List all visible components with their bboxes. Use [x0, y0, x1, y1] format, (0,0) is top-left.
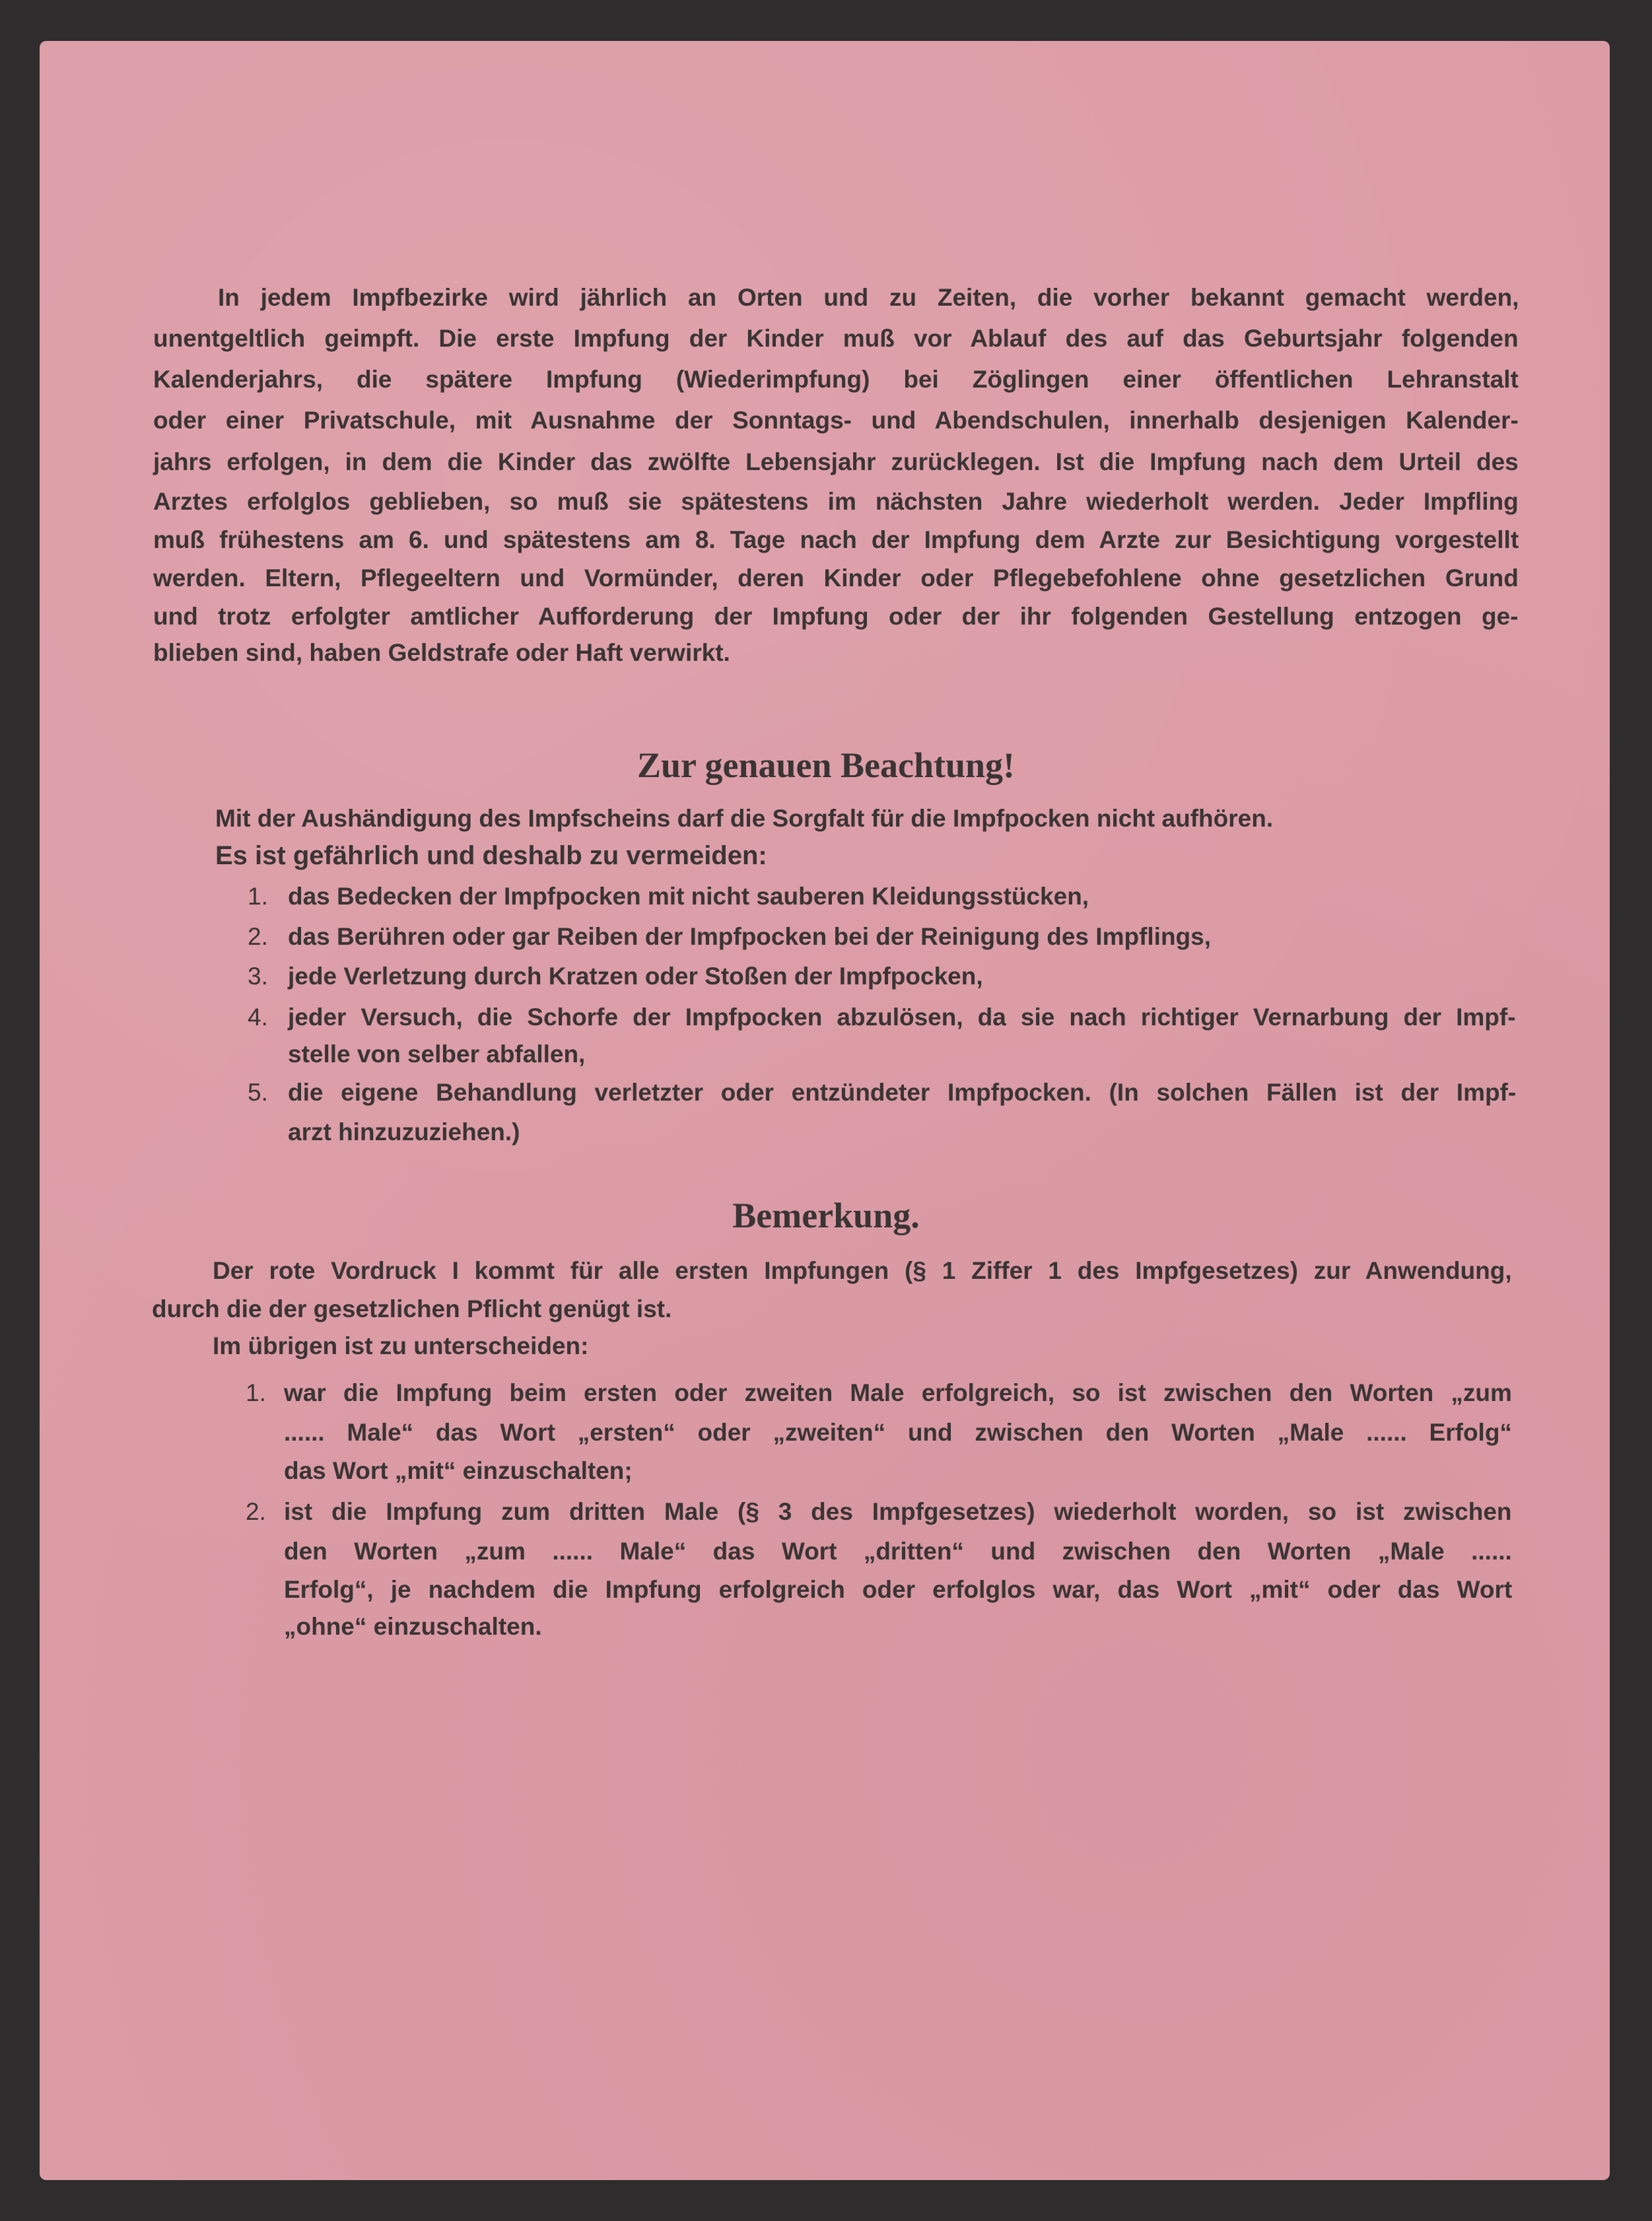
list-number: 2.: [248, 923, 268, 950]
list-item-continued: [288, 1038, 1516, 1071]
line-text: blieben sind, haben Geldstrafe oder Haft verwirkt.: [153, 639, 730, 666]
line-text: In jedem Impfbezirke wird jährlich an Orten und zu Zeiten, die vorher bekannt gemacht werden,: [218, 284, 1519, 311]
care-intro: [215, 802, 1457, 835]
line-text: Es ist gefährlich und deshalb zu vermeiden:: [215, 841, 767, 870]
line-text: jeder Versuch, die Schorfe der Impfpocken abzulösen, da sie nach richtiger Vernarbung der Impf-: [288, 1004, 1516, 1031]
paragraph-line: [218, 281, 1519, 314]
remark-item: [284, 1495, 1512, 1528]
paragraph-line: [153, 363, 1519, 396]
remark-item-continued: [284, 1416, 1512, 1449]
paragraph-line: [153, 446, 1519, 479]
line-text: Mit der Aushändigung des Impfscheins darf die Sorgfalt für die Impfpocken nicht aufhören.: [215, 805, 1274, 832]
line-text: das Berühren oder gar Reiben der Impfpocken bei der Reinigung des Impflings,: [288, 923, 1212, 950]
line-text: muß frühestens am 6. und spätestens am 8. Tage nach der Impfung dem Arzte zur Besichtigung vorgestellt: [153, 526, 1519, 553]
line-text: durch die der gesetzlichen Pflicht genügt ist.: [152, 1295, 672, 1322]
list-number: 1.: [248, 883, 268, 910]
line-text: Im übrigen ist zu unterscheiden:: [213, 1332, 589, 1359]
line-text: Erfolg“, je nachdem die Impfung erfolgreich oder erfolglos war, das Wort „mit“ oder das Wort: [284, 1576, 1513, 1603]
line-text: das Bedecken der Impfpocken mit nicht sauberen Kleidungsstücken,: [288, 883, 1089, 910]
line-text: werden. Eltern, Pflegeeltern und Vormünder, deren Kinder oder Pflegebefohlene ohne gesetzlichen Grund: [153, 564, 1519, 592]
line-text: „ohne“ einzuschalten.: [284, 1613, 542, 1640]
line-text: arzt hinzuzuziehen.): [288, 1118, 520, 1145]
remark-item-continued: [284, 1610, 1512, 1643]
remark-item-continued: [284, 1573, 1512, 1606]
paragraph-line: [153, 562, 1519, 595]
line-text: Der rote Vordruck I kommt für alle ersten Impfungen (§ 1 Ziffer 1 des Impfgesetzes) zur Anwendung,: [213, 1257, 1512, 1284]
remark-line: [213, 1330, 873, 1363]
line-text: Arztes erfolglos geblieben, so muß sie spätestens im nächsten Jahre wiederholt werden. Jeder Impfling: [153, 488, 1519, 515]
line-text: ...... Male“ das Wort „ersten“ oder „zweiten“ und zwischen den Worten „Male ...... Erfolg“: [284, 1419, 1512, 1446]
line-text: Kalenderjahrs, die spätere Impfung (Wiederimpfung) bei Zöglingen einer öffentlichen Lehranstalt: [153, 366, 1519, 393]
paragraph-line: [153, 485, 1519, 518]
list-number: 1.: [246, 1379, 266, 1406]
line-text: jahrs erfolgen, in dem die Kinder das zwölfte Lebensjahr zurücklegen. Ist die Impfung nach dem Urteil des: [153, 448, 1519, 475]
line-text: oder einer Privatschule, mit Ausnahme der Sonntags- und Abendschulen, innerhalb desjenigen Kalender-: [153, 407, 1519, 434]
paragraph-line: [153, 636, 1519, 669]
document-page: [40, 41, 1610, 2180]
line-text: unentgeltlich geimpft. Die erste Impfung der Kinder muß vor Ablauf des auf das Geburtsjahr folgenden: [153, 325, 1519, 352]
line-text: jede Verletzung durch Kratzen oder Stoßen der Impfpocken,: [288, 963, 983, 990]
line-text: war die Impfung beim ersten oder zweiten Male erfolgreich, so ist zwischen den Worten „zum: [284, 1379, 1512, 1406]
list-number: 2.: [246, 1498, 266, 1525]
list-item: [288, 880, 1516, 913]
list-number: 5.: [248, 1079, 268, 1106]
list-item: [288, 1076, 1516, 1109]
list-item: [288, 1001, 1516, 1034]
paragraph-line: [153, 600, 1519, 633]
heading-zur-genauen-beachtung: Zur genauen Beachtung!: [637, 745, 1015, 785]
paragraph-line: [153, 322, 1519, 355]
paragraph-line: [153, 524, 1519, 557]
list-number: 4.: [248, 1004, 268, 1031]
remark-line: [213, 1254, 1512, 1287]
line-text: stelle von selber abfallen,: [288, 1041, 586, 1068]
line-text: das Wort „mit“ einzuschalten;: [284, 1457, 633, 1484]
list-item: [288, 920, 1516, 953]
line-text: die eigene Behandlung verletzter oder entzündeter Impfpocken. (In solchen Fällen ist der Impf-: [288, 1079, 1517, 1106]
heading-bemerkung: Bemerkung.: [732, 1196, 920, 1235]
remark-item: [284, 1377, 1512, 1410]
line-text: den Worten „zum ...... Male“ das Wort „dritten“ und zwischen den Worten „Male ......: [284, 1538, 1512, 1565]
line-text: und trotz erfolgter amtlicher Aufforderung der Impfung oder der ihr folgenden Gestellung entzogen ge-: [153, 603, 1519, 630]
list-item: [288, 960, 1516, 993]
list-number: 3.: [248, 963, 268, 990]
paragraph-line: [153, 404, 1519, 437]
remark-item-continued: [284, 1535, 1512, 1568]
warning-line: [215, 839, 1008, 872]
remark-line: [152, 1293, 1010, 1326]
line-text: ist die Impfung zum dritten Male (§ 3 des Impfgesetzes) wiederholt worden, so ist zwischen: [284, 1498, 1512, 1525]
list-item-continued: [288, 1116, 1516, 1149]
remark-item-continued: [284, 1454, 1512, 1487]
